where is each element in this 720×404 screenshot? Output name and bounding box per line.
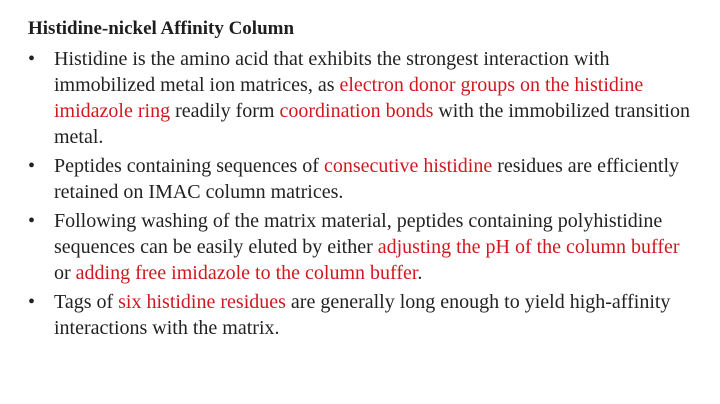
bullet-text: . bbox=[417, 262, 423, 284]
bullet-text: Histidine is the amino acid that exhibits the strongest interaction with immobilized metal ion matrices, as bbox=[54, 48, 610, 96]
highlighted-text: adding free imidazole to the column buffer bbox=[75, 262, 418, 284]
bullet-marker: • bbox=[28, 210, 36, 232]
highlighted-text: electron donor groups on the histidine imidazole ring bbox=[54, 74, 644, 122]
bullet-text: residues are efficiently retained on IMAC column matrices. bbox=[54, 155, 680, 203]
bullet-marker: • bbox=[28, 155, 36, 177]
highlighted-text: consecutive histidine bbox=[323, 155, 493, 177]
bullet-marker: • bbox=[28, 291, 36, 313]
bullet-marker: • bbox=[28, 48, 36, 70]
bullet-text: Following washing of the matrix material, peptides containing polyhistidine sequences can be easily eluted by either bbox=[54, 210, 663, 258]
highlighted-text: adjusting the pH of the column buffer bbox=[377, 236, 680, 258]
slide-title: Histidine-nickel Affinity Column bbox=[28, 18, 295, 39]
bullet-list bbox=[28, 46, 698, 344]
bullet-item bbox=[28, 289, 698, 341]
bullet-text: Tags of bbox=[54, 291, 119, 313]
bullet-text: readily form bbox=[170, 100, 280, 122]
highlighted-text: six histidine residues bbox=[118, 291, 286, 313]
bullet-item bbox=[28, 46, 698, 150]
bullet-text: with the immobilized transition metal. bbox=[54, 100, 690, 148]
bullet-text: Peptides containing sequences of bbox=[54, 155, 324, 177]
highlighted-text: coordination bonds bbox=[279, 100, 434, 122]
bullet-item bbox=[28, 208, 698, 286]
bullet-item bbox=[28, 153, 698, 205]
bullet-text: or bbox=[54, 262, 76, 284]
bullet-text: are generally long enough to yield high-affinity interactions with the matrix. bbox=[54, 291, 671, 339]
